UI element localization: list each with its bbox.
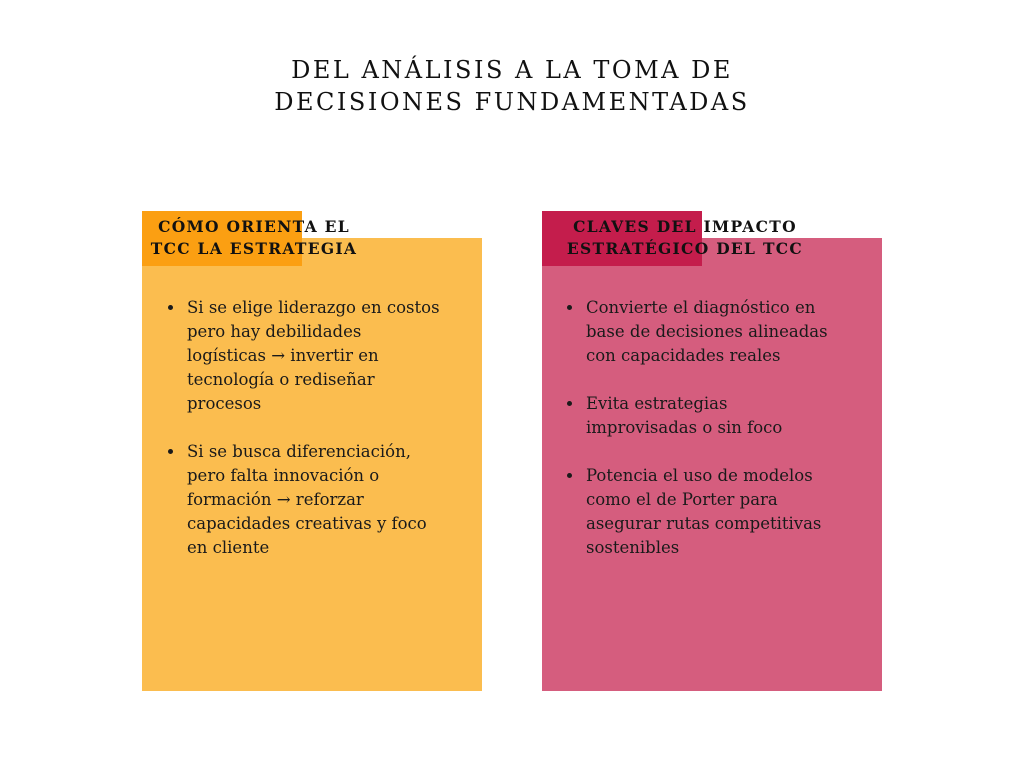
bullet-dot-icon [567,473,572,478]
page-title [0,54,1024,118]
right-bullet-item [566,464,866,560]
right-bullet-item [566,296,866,368]
right-heading-line-2: ESTRATÉGICO DEL TCC [566,239,804,258]
bullet-line: Si se elige liderazgo en costos [187,298,440,317]
bullet-line: en cliente [187,538,270,557]
bullet-line: Convierte el diagnóstico en [586,298,816,317]
bullet-dot-icon [168,449,173,454]
bullet-line: sostenibles [586,538,680,557]
bullet-line: con capacidades reales [586,346,781,365]
right-bullet-list [566,296,866,584]
bullet-line: tecnología o rediseñar [187,370,375,389]
left-bullet-item [167,296,467,416]
left-heading [142,216,366,260]
right-heading [552,216,818,260]
bullet-line: improvisadas o sin foco [586,418,783,437]
bullet-line: procesos [187,394,262,413]
page-title-line-2: DECISIONES FUNDAMENTADAS [274,88,750,116]
right-bullet-item [566,392,866,440]
bullet-line: Evita estrategias [586,394,728,413]
bullet-line: como el de Porter para [586,490,778,509]
page-title-line-1: DEL ANÁLISIS A LA TOMA DE [291,56,733,84]
left-heading-line-1: CÓMO ORIENTA EL [158,217,350,236]
bullet-line: capacidades creativas y foco [187,514,427,533]
bullet-line: pero hay debilidades [187,322,362,341]
bullet-line: asegurar rutas competitivas [586,514,822,533]
left-bullet-list [167,296,467,584]
bullet-line: Si se busca diferenciación, [187,442,411,461]
bullet-dot-icon [567,305,572,310]
bullet-line: pero falta innovación o [187,466,380,485]
bullet-dot-icon [567,401,572,406]
bullet-line: base de decisiones alineadas [586,322,828,341]
bullet-line: formación → reforzar [187,490,364,509]
left-bullet-item [167,440,467,560]
left-heading-line-2: TCC LA ESTRATEGIA [150,239,358,258]
right-heading-line-1: CLAVES DEL IMPACTO [573,217,797,236]
bullet-dot-icon [168,305,173,310]
bullet-line: logísticas → invertir en [187,346,379,365]
bullet-line: Potencia el uso de modelos [586,466,813,485]
